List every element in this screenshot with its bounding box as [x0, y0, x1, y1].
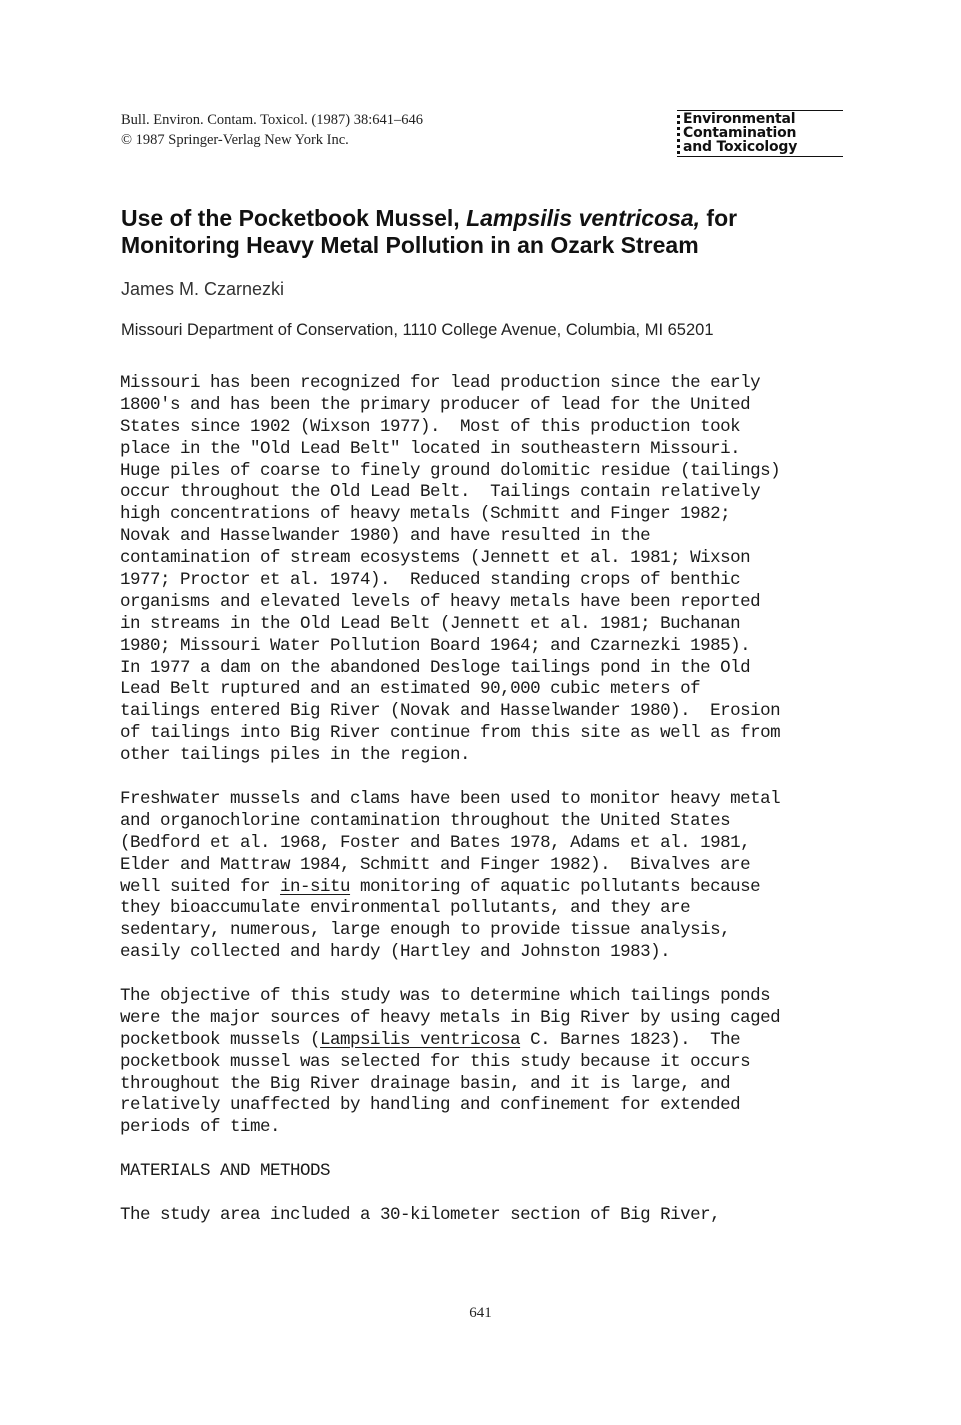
- text-line: were the major sources of heavy metals in Big River by using caged: [120, 1007, 781, 1028]
- page-number: 641: [469, 1305, 492, 1321]
- text-line: other tailings piles in the region.: [120, 745, 471, 766]
- text-line: they bioaccumulate environmental pollutants, and they are: [120, 898, 691, 919]
- text-line: contamination of stream ecosystems (Jennett et al. 1981; Wixson: [120, 548, 751, 569]
- text-line: in streams in the Old Lead Belt (Jennett et al. 1981; Buchanan: [120, 613, 741, 634]
- text-line: Novak and Hasselwander 1980) and have resulted in the: [120, 526, 651, 547]
- text-line: sedentary, numerous, large enough to provide tissue analysis,: [120, 920, 731, 941]
- title-text: Use of the Pocketbook Mussel,: [121, 205, 467, 231]
- text-line: [120, 1030, 780, 1052]
- paragraph-study-area: [120, 1205, 720, 1227]
- text-line: 1800's and has been the primary producer of lead for the United: [120, 394, 751, 415]
- text-line: Huge piles of coarse to finely ground dolomitic residue (tailings): [120, 460, 781, 481]
- title-species-name: Lampsilis ventricosa,: [466, 205, 701, 231]
- text-span: C. Barnes 1823). The: [520, 1029, 741, 1050]
- text-line: In 1977 a dam on the abandoned Desloge tailings pond in the Old: [120, 657, 751, 678]
- text-line: Freshwater mussels and clams have been used to monitor heavy metal: [120, 789, 781, 809]
- text-line: occur throughout the Old Lead Belt. Tailings contain relatively: [120, 482, 761, 503]
- text-line: periods of time.: [120, 1117, 281, 1138]
- citation-block: [121, 110, 423, 150]
- text-line: Elder and Mattraw 1984, Schmitt and Finger 1982). Bivalves are: [120, 854, 751, 875]
- text-span: well suited for: [120, 876, 281, 897]
- article-title: [121, 205, 861, 259]
- text-line: 1977; Proctor et al. 1974). Reduced standing crops of benthic: [120, 570, 741, 591]
- logo-line: and Toxicology: [683, 139, 798, 155]
- text-line: pocketbook mussel was selected for this study because it occurs: [120, 1051, 751, 1072]
- copyright-line: © 1987 Springer-Verlag New York Inc.: [121, 132, 349, 148]
- logo-line: Contamination: [683, 125, 797, 141]
- underlined-species-name: Lampsilis ventricosa: [320, 1029, 521, 1050]
- text-line: Missouri has been recognized for lead production since the early: [120, 373, 761, 393]
- text-span: pocketbook mussels (: [120, 1029, 321, 1050]
- text-line: Lead Belt ruptured and an estimated 90,000 cubic meters of: [120, 679, 701, 700]
- text-line: organisms and elevated levels of heavy metals have been reported: [120, 591, 761, 612]
- text-line: easily collected and hardy (Hartley and Johnston 1983).: [120, 942, 671, 963]
- text-line: and organochlorine contamination throughout the United States: [120, 810, 731, 831]
- text-line: (Bedford et al. 1968, Foster and Bates 1978, Adams et al. 1981,: [120, 832, 751, 853]
- journal-logo: [677, 110, 843, 157]
- paragraph-introduction: [120, 373, 780, 767]
- text-line: 1980; Missouri Water Pollution Board 1964; and Czarnezki 1985).: [120, 635, 751, 656]
- text-line: The study area included a 30-kilometer section of Big River,: [120, 1205, 721, 1225]
- author-name: James M. Czarnezki: [121, 279, 285, 299]
- text-span: monitoring of aquatic pollutants because: [350, 876, 761, 897]
- text-line: of tailings into Big River continue from this site as well as from: [120, 723, 781, 744]
- paragraph-objective: [120, 986, 780, 1139]
- title-text: for Monitoring Heavy Metal Pollution in an Ozark Stream: [121, 205, 738, 258]
- text-line: The objective of this study was to determine which tailings ponds: [120, 986, 771, 1006]
- text-line: throughout the Big River drainage basin, and it is large, and: [120, 1073, 731, 1094]
- text-line: States since 1902 (Wixson 1977). Most of this production took: [120, 416, 741, 437]
- logo-line: Environmental: [683, 111, 796, 127]
- logo-mark: [677, 115, 680, 155]
- text-line: place in the "Old Lead Belt" located in southeastern Missouri.: [120, 438, 741, 459]
- section-heading: [120, 1161, 330, 1183]
- paragraph-bivalves: [120, 789, 780, 964]
- author-affiliation: Missouri Department of Conservation, 1110 College Avenue, Columbia, MI 65201: [121, 321, 714, 339]
- section-heading-text: MATERIALS AND METHODS: [120, 1161, 331, 1181]
- text-line: relatively unaffected by handling and confinement for extended: [120, 1095, 741, 1116]
- text-line: tailings entered Big River (Novak and Hasselwander 1980). Erosion: [120, 701, 781, 722]
- citation-line: Bull. Environ. Contam. Toxicol. (1987) 38:641–646: [121, 112, 423, 128]
- underlined-term: in-situ: [280, 876, 351, 897]
- text-line: [120, 877, 780, 899]
- text-line: high concentrations of heavy metals (Schmitt and Finger 1982;: [120, 504, 731, 525]
